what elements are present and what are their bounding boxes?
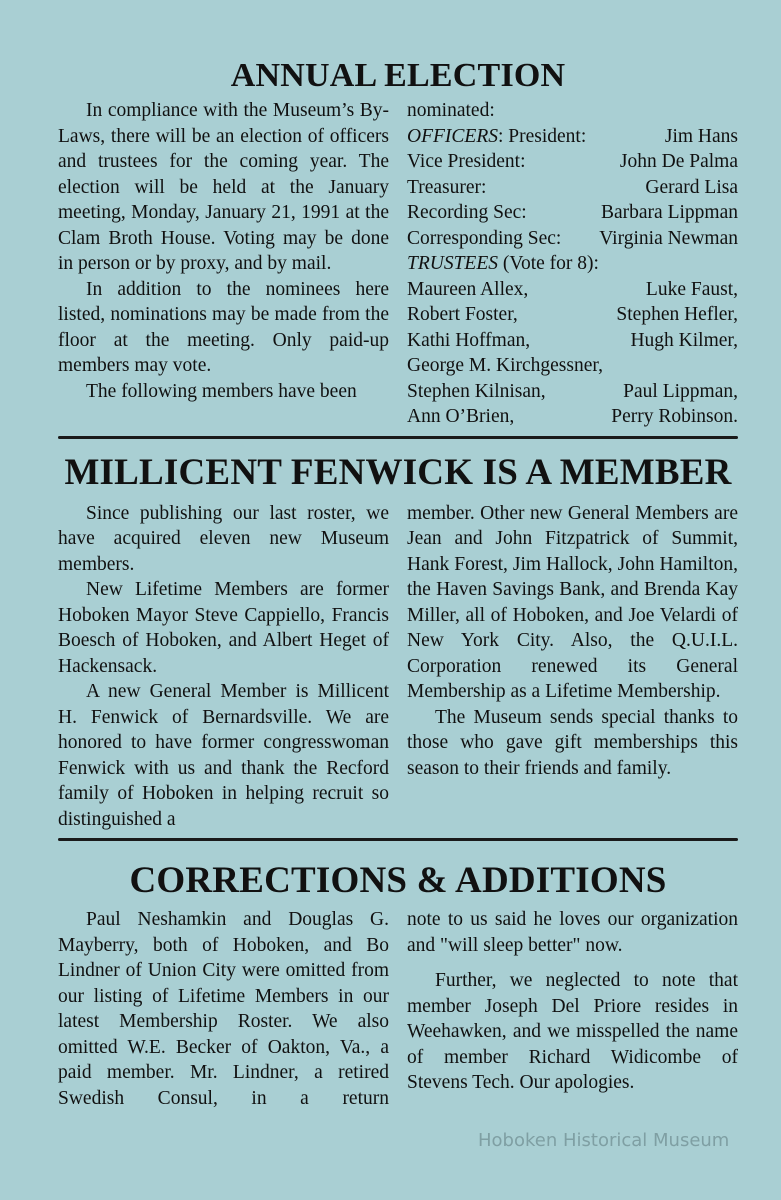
corrections-left-column bbox=[58, 907, 389, 1111]
fenwick-paragraph: member. Other new General Members are Jean and John Fitzpatrick of Summit, Hank Forest, Jim Hallock, John Hamilton, the Haven Savings Bank, and Brenda Kay Miller, all of Hoboken, and Joe Velardi of New York City. Also, the Q.U.I.L. Corporation renewed its General Membership as a Lifetime Membership. bbox=[407, 502, 738, 702]
officer-row bbox=[407, 149, 738, 175]
trustee-name: Ann O’Brien, bbox=[407, 406, 515, 427]
section-divider bbox=[58, 436, 738, 439]
trustee-row bbox=[407, 302, 738, 328]
trustee-name: Hugh Kilmer, bbox=[630, 329, 738, 351]
officer-name: Barbara Lippman bbox=[601, 202, 738, 223]
officer-row: OFFICERS: President: Jim Hans bbox=[407, 124, 738, 150]
fenwick-paragraph: The Museum sends special thanks to those who gave gift memberships this season to their friends and family. bbox=[407, 706, 738, 779]
officer-row bbox=[407, 175, 738, 201]
trustee-row bbox=[407, 328, 738, 354]
annual-election-section bbox=[58, 56, 738, 439]
fenwick-left-column bbox=[58, 501, 389, 833]
election-paragraph: In addition to the nominees here listed, nominations may be made from the floor at the meeting. Only paid-up members may vote. bbox=[58, 278, 389, 376]
fenwick-paragraph: New Lifetime Members are former Hoboken Mayor Steve Cappiello, Francis Boesch of Hoboken, and Albert Heget of Hackensack. bbox=[58, 579, 389, 677]
officer-role: Corresponding Sec: bbox=[407, 227, 562, 249]
trustee-name: Stephen Kilnisan, bbox=[407, 380, 546, 402]
officer-row bbox=[407, 200, 738, 226]
officer-name: Gerard Lisa bbox=[645, 176, 738, 198]
officer-role: President: bbox=[508, 125, 587, 147]
trustee-row bbox=[407, 404, 738, 430]
corrections-paragraph: Further, we neglected to note that member Joseph Del Priore resides in Weehawken, and we misspelled the name of member Richard Widicombe of Stevens Tech. Our apologies. bbox=[407, 970, 738, 1093]
museum-watermark: Hoboken Historical Museum bbox=[478, 1130, 730, 1151]
election-paragraph: The following members have been bbox=[86, 380, 357, 402]
officer-name: John De Palma bbox=[619, 151, 738, 172]
trustees-label: TRUSTEES bbox=[407, 253, 499, 274]
officer-role: Vice President: bbox=[407, 151, 526, 172]
trustee-name: Maureen Allex, bbox=[407, 278, 529, 300]
section-divider bbox=[58, 838, 738, 841]
trustee-name: Robert Foster, bbox=[407, 304, 518, 325]
fenwick-section bbox=[58, 451, 738, 842]
fenwick-paragraph: A new General Member is Millicent H. Fenwick of Bernardsville. We are honored to have former congresswoman Fenwick with us and thank the Recford family of Hoboken in helping recruit so distinguished a bbox=[58, 681, 389, 830]
trustee-name: Paul Lippman, bbox=[623, 380, 738, 402]
fenwick-paragraph: Since publishing our last roster, we have acquired eleven new Museum members. bbox=[58, 502, 389, 575]
trustees-header bbox=[407, 251, 738, 277]
officer-name: Virginia Newman bbox=[599, 227, 738, 249]
nominees-intro: nominated: bbox=[407, 100, 495, 121]
corrections-section bbox=[58, 859, 738, 1111]
trustee-name: Kathi Hoffman, bbox=[407, 329, 531, 351]
trustee-name: Luke Faust, bbox=[645, 278, 738, 300]
trustee-row bbox=[407, 379, 738, 405]
corrections-paragraph: note to us said he loves our organization and "will sleep better" now. bbox=[407, 909, 738, 956]
officer-name: Jim Hans bbox=[664, 125, 738, 147]
corrections-paragraph: Paul Neshamkin and Douglas G. Mayberry, both of Hoboken, and Bo Lindner of Union City were omitted from our listing of Lifetime Members in our latest Membership Roster. We also omitted W.E. Becker of Oakton, Va., a paid member. Mr. Lindner, a retired Swedish Consul, in a return bbox=[58, 909, 389, 1109]
corrections-right-column bbox=[407, 907, 738, 1111]
election-paragraph: In compliance with the Museum’s By-Laws, there will be an election of officers and trustees for the coming year. The election will be held at the January meeting, Monday, January 21, 1991 at the Clam Broth House. Voting may be done in person or by proxy, and by mail. bbox=[58, 100, 389, 274]
trustee-name: Perry Robinson. bbox=[611, 406, 738, 427]
election-left-column bbox=[58, 98, 389, 430]
fenwick-heading: MILLICENT FENWICK IS A MEMBER bbox=[64, 451, 732, 493]
trustee-name: George M. Kirchgessner, bbox=[407, 355, 603, 376]
annual-election-heading: ANNUAL ELECTION bbox=[230, 57, 566, 94]
officers-label: OFFICERS bbox=[407, 125, 498, 147]
trustee-row bbox=[407, 277, 738, 303]
officer-role: Recording Sec: bbox=[407, 202, 527, 223]
corrections-heading: CORRECTIONS & ADDITIONS bbox=[129, 860, 667, 901]
officer-row bbox=[407, 226, 738, 252]
fenwick-right-column bbox=[407, 501, 738, 833]
nominees-column bbox=[407, 98, 738, 430]
trustee-row bbox=[407, 353, 738, 379]
trustees-note: (Vote for 8): bbox=[502, 253, 599, 274]
newsletter-page bbox=[58, 56, 738, 1111]
officer-role: Treasurer: bbox=[407, 176, 487, 198]
trustee-name: Stephen Hefler, bbox=[616, 304, 738, 325]
